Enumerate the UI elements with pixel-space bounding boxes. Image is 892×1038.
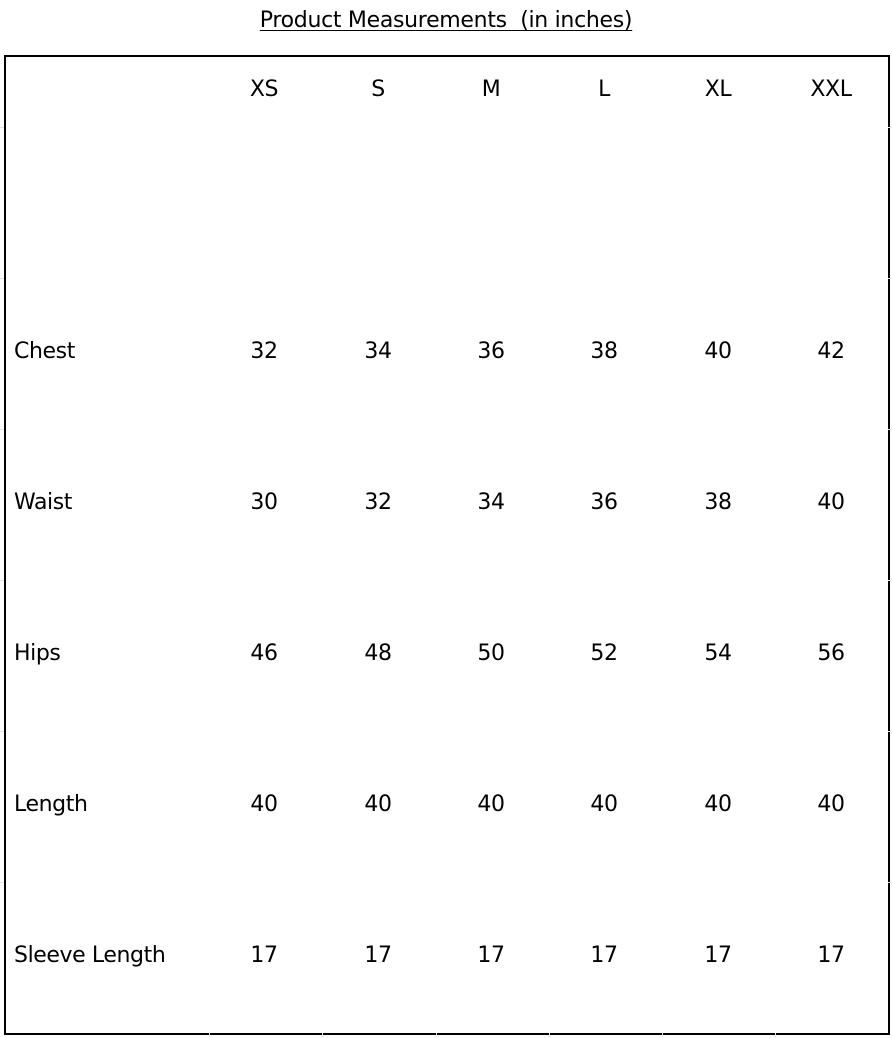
table-cell: 46 [250, 641, 278, 666]
column-header-s: S [371, 77, 385, 102]
row-gridline [888, 429, 892, 430]
column-header-xxl: XXL [810, 77, 852, 102]
column-header-xl: XL [704, 77, 732, 102]
row-label-hips: Hips [14, 641, 61, 666]
table-cell: 48 [364, 641, 392, 666]
row-gridline [888, 882, 892, 883]
column-gridline [662, 1033, 663, 1038]
row-gridline [0, 731, 4, 732]
title-text: Product Measurements (in inches) [259, 8, 633, 33]
row-label-sleeve-length: Sleeve Length [14, 943, 166, 968]
table-cell: 40 [704, 792, 732, 817]
table-cell: 40 [590, 792, 618, 817]
row-gridline [0, 127, 4, 128]
table-cell: 40 [364, 792, 392, 817]
table-cell: 17 [477, 943, 505, 968]
column-gridline [322, 1033, 323, 1038]
column-header-m: M [481, 77, 501, 102]
row-gridline [888, 731, 892, 732]
table-cell: 17 [250, 943, 278, 968]
row-gridline [0, 429, 4, 430]
table-cell: 17 [364, 943, 392, 968]
table-cell: 42 [817, 339, 845, 364]
table-cell: 34 [364, 339, 392, 364]
column-gridline [436, 1033, 437, 1038]
row-gridline [888, 278, 892, 279]
row-gridline [0, 882, 4, 883]
column-gridline [209, 1033, 210, 1038]
column-header-l: L [598, 77, 610, 102]
row-gridline [888, 580, 892, 581]
table-cell: 30 [250, 490, 278, 515]
table-cell: 17 [704, 943, 732, 968]
table-cell: 40 [704, 339, 732, 364]
table-cell: 38 [590, 339, 618, 364]
table-cell: 40 [250, 792, 278, 817]
table-cell: 32 [250, 339, 278, 364]
page-title [0, 6, 892, 36]
measurements-table [4, 55, 890, 1035]
table-cell: 36 [590, 490, 618, 515]
table-cell: 34 [477, 490, 505, 515]
column-gridline [775, 1033, 776, 1038]
table-cell: 40 [817, 792, 845, 817]
table-cell: 50 [477, 641, 505, 666]
table-cell: 32 [364, 490, 392, 515]
row-gridline [0, 580, 4, 581]
table-cell: 52 [590, 641, 618, 666]
table-cell: 54 [704, 641, 732, 666]
table-cell: 40 [477, 792, 505, 817]
row-gridline [0, 278, 4, 279]
table-cell: 17 [817, 943, 845, 968]
row-gridline [888, 127, 892, 128]
table-cell: 38 [704, 490, 732, 515]
table-cell: 56 [817, 641, 845, 666]
row-label-length: Length [14, 792, 88, 817]
table-cell: 36 [477, 339, 505, 364]
table-cell: 40 [817, 490, 845, 515]
row-label-waist: Waist [14, 490, 73, 515]
row-label-chest: Chest [14, 339, 75, 364]
table-cell: 17 [590, 943, 618, 968]
column-gridline [549, 1033, 550, 1038]
column-header-xs: XS [249, 77, 279, 102]
